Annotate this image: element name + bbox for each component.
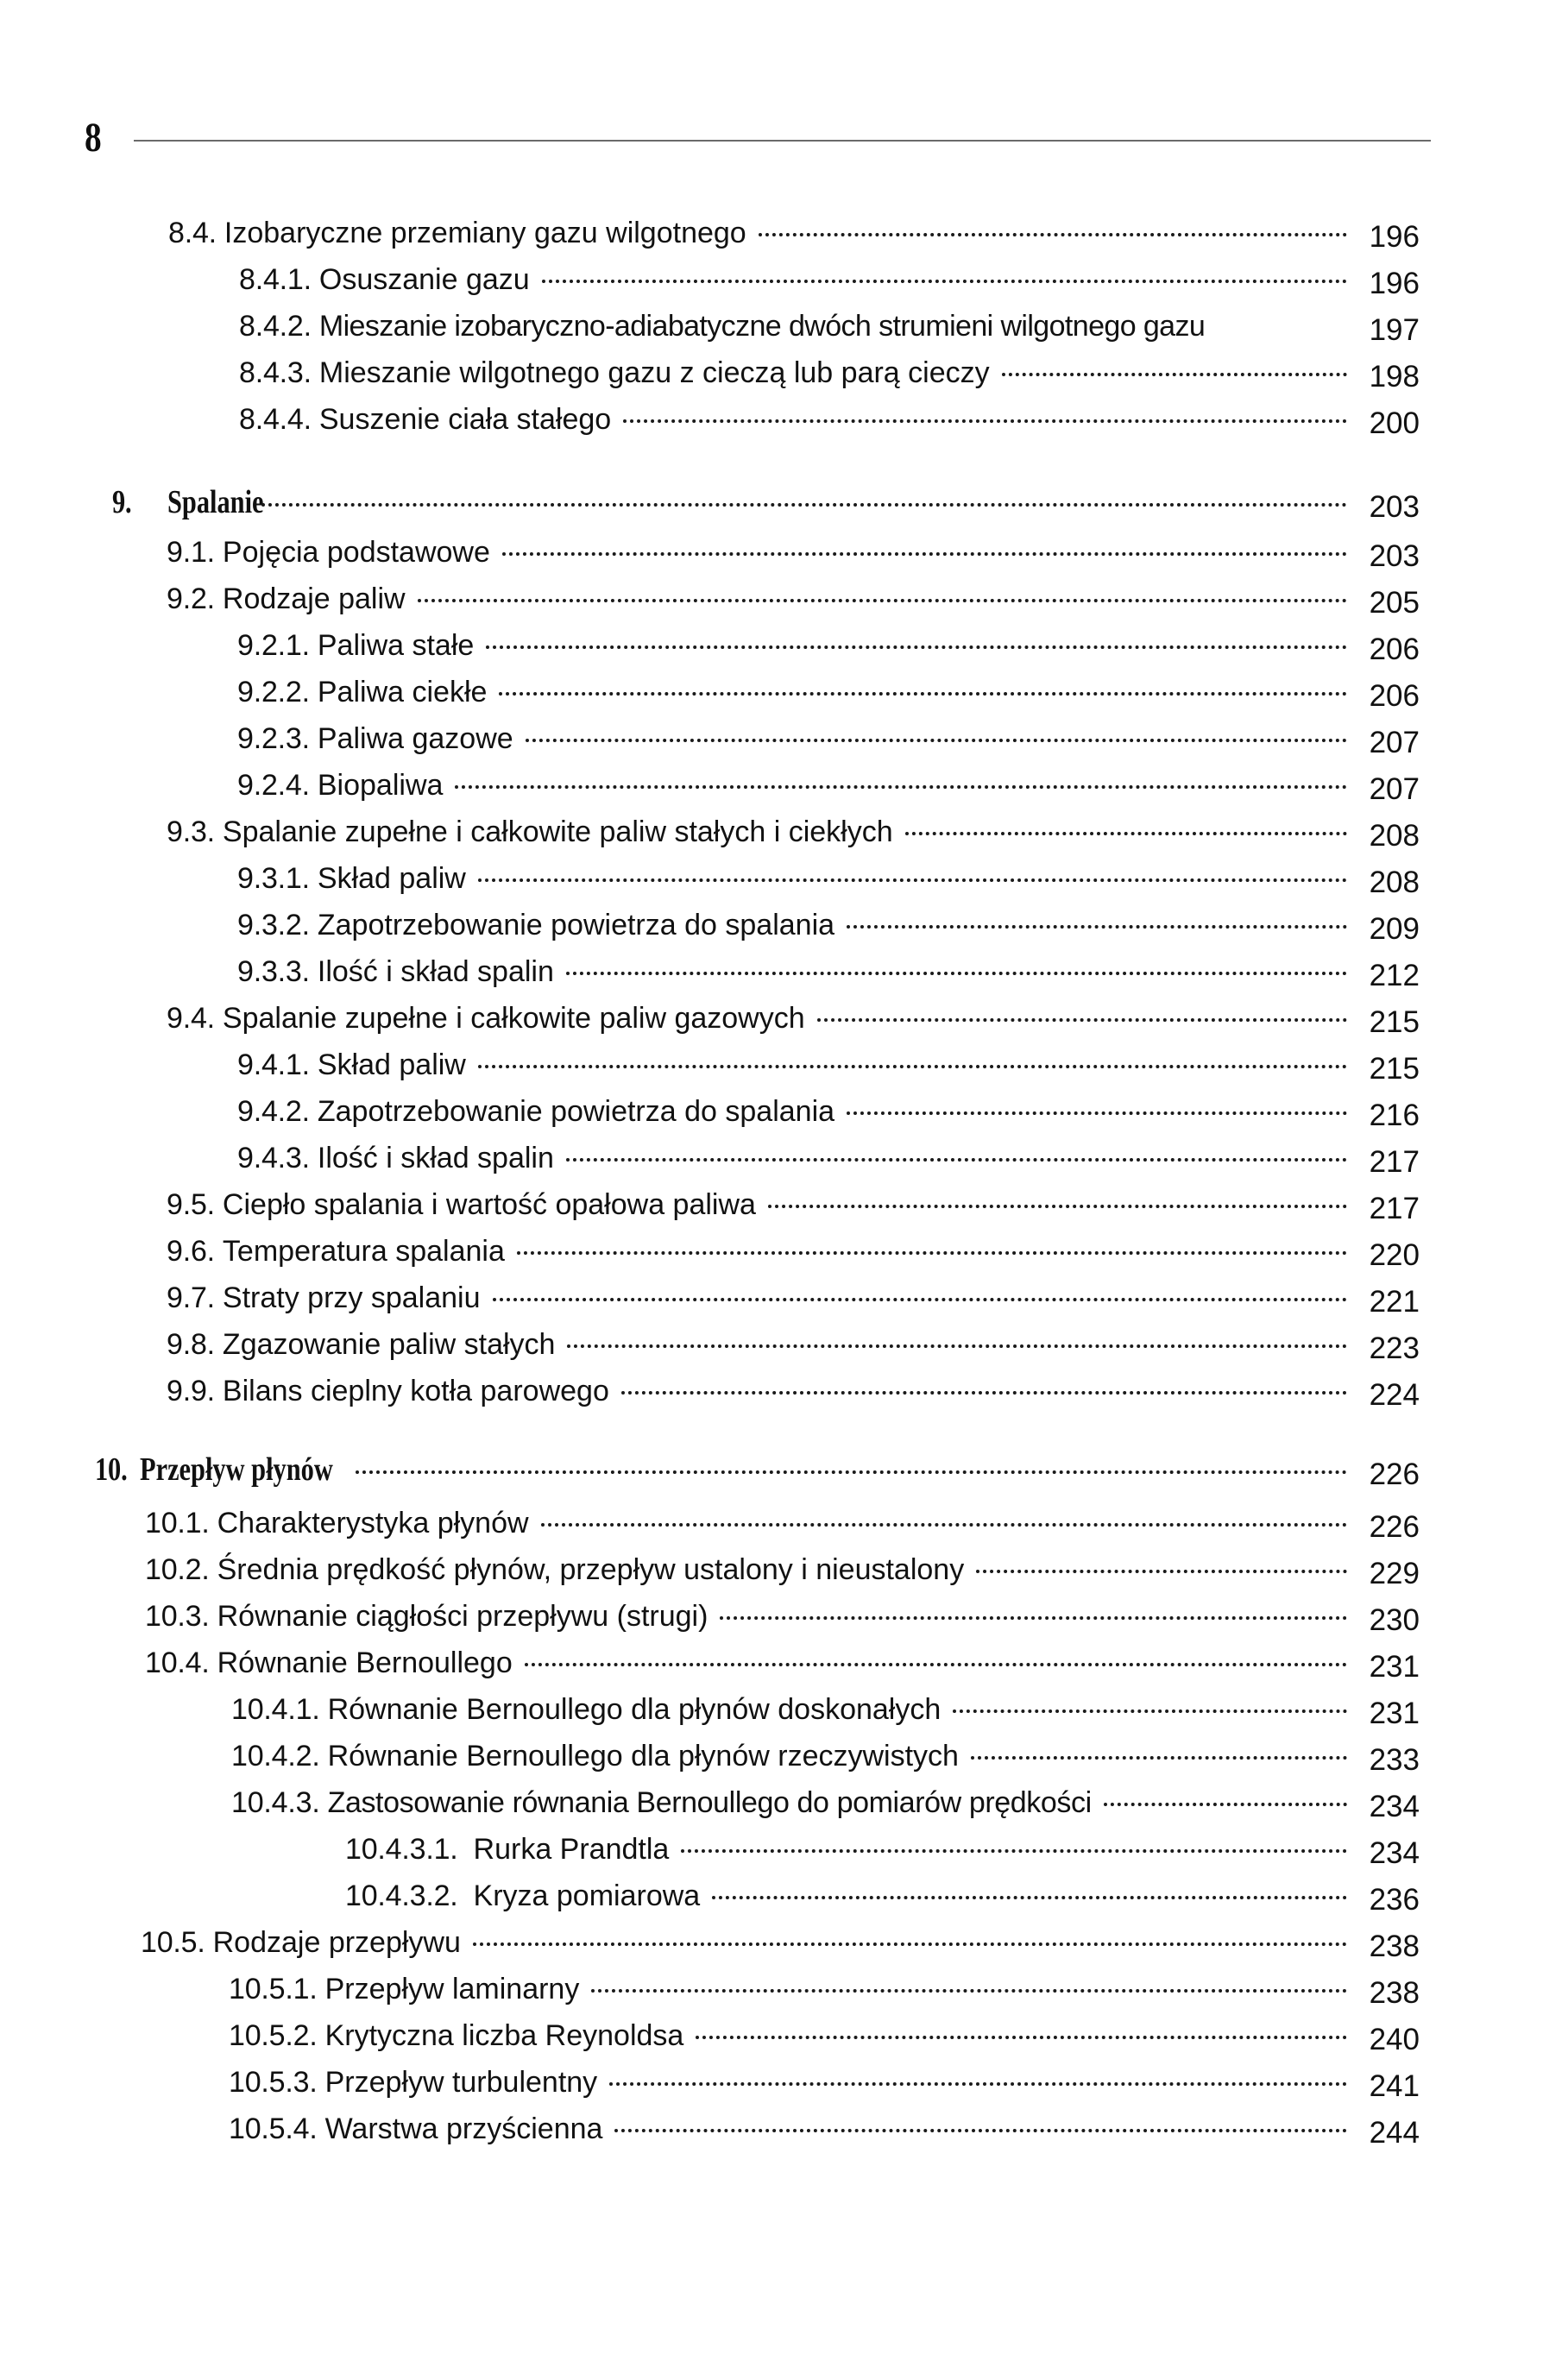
page-number: 8	[85, 115, 102, 161]
entry-number: 9.3.3.	[237, 955, 310, 988]
entry-title: Warstwa przyścienna	[324, 2112, 603, 2145]
toc-entry-10-5-4[interactable]	[229, 2106, 1420, 2152]
toc-entry-10-5-1[interactable]	[229, 1966, 1420, 2012]
entry-number: 10.5.1.	[229, 1973, 318, 2005]
entry-page: 207	[1369, 726, 1420, 759]
entry-title: Bilans cieplny kotła parowego	[222, 1375, 609, 1407]
entry-page: 241	[1369, 2069, 1420, 2103]
entry-title: Zapotrzebowanie powietrza do spalania	[317, 1095, 835, 1128]
dot-leader	[712, 1896, 1347, 1899]
dot-leader	[609, 2082, 1347, 2086]
entry-title: Mieszanie izobaryczno-adiabatyczne dwóch strumieni wilgotnego gazu	[318, 310, 1206, 343]
toc-entry-9-4-2[interactable]	[237, 1088, 1420, 1135]
dot-leader	[953, 1709, 1347, 1713]
entry-number: 9.5.	[167, 1188, 215, 1221]
dot-leader	[905, 832, 1347, 835]
entry-title: Spalanie zupełne i całkowite paliw stałych i ciekłych	[222, 815, 893, 848]
entry-page: 196	[1369, 220, 1420, 254]
entry-title: Paliwa stałe	[317, 629, 475, 662]
entry-title: Ciepło spalania i wartość opałowa paliwa	[222, 1188, 756, 1221]
dot-leader	[817, 1018, 1347, 1022]
entry-title: Rodzaje przepływu	[212, 1926, 461, 1959]
entry-number: 9.2.4.	[237, 769, 310, 802]
entry-page: 217	[1369, 1192, 1420, 1225]
entry-title: Biopaliwa	[317, 769, 444, 802]
toc-entry-9-4-1[interactable]	[237, 1042, 1420, 1088]
entry-title: Równanie ciągłości przepływu (strugi)	[217, 1600, 709, 1633]
dot-leader	[623, 419, 1347, 423]
toc-entry-8-4-2[interactable]	[239, 303, 1420, 349]
entry-title: Temperatura spalania	[222, 1235, 505, 1268]
toc-entry-10-4-3-2[interactable]	[345, 1873, 1420, 1919]
entry-title: Spalanie zupełne i całkowite paliw gazowych	[222, 1002, 805, 1035]
dot-leader	[478, 878, 1347, 882]
entry-number: 9.8.	[167, 1328, 215, 1361]
chapter-title: Spalanie	[167, 484, 264, 520]
entry-page: 209	[1369, 912, 1420, 946]
dot-leader	[526, 739, 1347, 742]
entry-number: 9.2.1.	[237, 629, 310, 662]
entry-title: Zapotrzebowanie powietrza do spalania	[317, 909, 835, 941]
entry-title: Paliwa ciekłe	[317, 676, 488, 708]
dot-leader	[478, 1065, 1347, 1068]
entry-page: 223	[1369, 1332, 1420, 1365]
entry-page: 203	[1369, 490, 1420, 524]
toc-entry-10-2[interactable]	[145, 1546, 1420, 1593]
toc-entry-9-2-4[interactable]	[237, 762, 1420, 809]
dot-leader	[418, 599, 1347, 602]
entry-page: 224	[1369, 1378, 1420, 1412]
entry-number: 9.3.	[167, 815, 215, 848]
toc-entry-10-1[interactable]	[145, 1500, 1420, 1546]
entry-number: 10.2.	[145, 1553, 210, 1586]
entry-title: Krytyczna liczba Reynoldsa	[324, 2019, 684, 2052]
entry-page: 215	[1369, 1005, 1420, 1039]
entry-page: 234	[1369, 1836, 1420, 1870]
entry-number: 9.4.3.	[237, 1142, 310, 1174]
entry-number: 10.4.3.	[231, 1786, 320, 1819]
entry-number: 9.2.2.	[237, 676, 310, 708]
entry-number: 9.9.	[167, 1375, 215, 1407]
entry-number: 10.4.	[145, 1646, 210, 1679]
entry-title: Izobaryczne przemiany gazu wilgotnego	[224, 217, 746, 249]
entry-number: 10.3.	[145, 1600, 210, 1633]
dot-leader	[499, 692, 1347, 696]
dot-leader	[517, 1251, 1347, 1255]
dot-leader	[567, 1344, 1347, 1348]
toc-chapter-10[interactable]	[95, 1446, 1420, 1493]
entry-title: Mieszanie wilgotnego gazu z cieczą lub parą cieczy	[318, 356, 990, 389]
entry-number: 9.1.	[167, 536, 215, 569]
entry-page: 231	[1369, 1697, 1420, 1730]
entry-number: 8.4.2.	[239, 310, 312, 343]
entry-title: Straty przy spalaniu	[222, 1281, 481, 1314]
entry-title: Skład paliw	[317, 862, 466, 895]
chapter-title: Przepływ płynów	[140, 1451, 333, 1488]
entry-number: 10.5.3.	[229, 2066, 318, 2099]
toc-entry-10-4-2[interactable]	[231, 1733, 1420, 1779]
entry-number: 10.4.2.	[231, 1740, 320, 1772]
toc-entry-10-3[interactable]	[145, 1593, 1420, 1640]
dot-leader	[971, 1756, 1347, 1760]
toc-entry-9-3-1[interactable]	[237, 855, 1420, 902]
toc-entry-10-4[interactable]	[145, 1640, 1420, 1686]
entry-page: 216	[1369, 1099, 1420, 1132]
dot-leader	[591, 1989, 1347, 1993]
entry-number: 8.4.1.	[239, 263, 312, 296]
entry-number: 9.4.1.	[237, 1048, 310, 1081]
entry-page: 230	[1369, 1603, 1420, 1637]
dot-leader	[455, 785, 1347, 789]
toc-entry-8-4-1[interactable]	[239, 256, 1420, 303]
entry-page: 206	[1369, 679, 1420, 713]
dot-leader	[1104, 1803, 1347, 1806]
entry-title: Paliwa gazowe	[317, 722, 513, 755]
dot-leader	[847, 925, 1347, 929]
entry-page: 205	[1369, 586, 1420, 620]
toc-entry-10-5[interactable]	[141, 1919, 1420, 1966]
entry-number: 9.7.	[167, 1281, 215, 1314]
dot-leader	[1002, 373, 1347, 376]
dot-leader	[566, 972, 1347, 975]
entry-page: 206	[1369, 633, 1420, 666]
entry-page: 238	[1369, 1930, 1420, 1963]
dot-leader	[261, 503, 1347, 507]
entry-title: Przepływ laminarny	[324, 1973, 580, 2005]
toc-entry-10-4-1[interactable]	[231, 1686, 1420, 1733]
entry-page: 244	[1369, 2116, 1420, 2150]
toc-entry-10-4-3[interactable]	[231, 1779, 1420, 1826]
entry-number: 9.4.	[167, 1002, 215, 1035]
entry-title: Suszenie ciała stałego	[318, 403, 612, 436]
entry-number: 8.4.4.	[239, 403, 312, 436]
toc-entry-9-2-1[interactable]	[237, 622, 1420, 669]
entry-page: 233	[1369, 1743, 1420, 1777]
entry-page: 217	[1369, 1145, 1420, 1179]
entry-page: 220	[1369, 1238, 1420, 1272]
entry-page: 203	[1369, 539, 1420, 573]
toc-entry-8-4[interactable]	[168, 210, 1420, 256]
toc-entry-9-3-2[interactable]	[237, 902, 1420, 948]
toc-entry-8-4-4[interactable]	[239, 396, 1420, 443]
dot-leader	[621, 1391, 1347, 1395]
entry-number: 9.2.	[167, 582, 215, 615]
entry-number: 8.4.3.	[239, 356, 312, 389]
entry-page: 215	[1369, 1052, 1420, 1086]
entry-page: 236	[1369, 1883, 1420, 1917]
entry-title: Ilość i skład spalin	[317, 1142, 554, 1174]
toc-entry-9-3-3[interactable]	[237, 948, 1420, 995]
dot-leader	[614, 2129, 1347, 2132]
entry-number: 10.5.4.	[229, 2112, 318, 2145]
entry-title: Skład paliw	[317, 1048, 466, 1081]
dot-leader	[525, 1663, 1347, 1666]
entry-title: Rodzaje paliw	[222, 582, 406, 615]
entry-number: 8.4.	[168, 217, 217, 249]
dot-leader	[720, 1616, 1347, 1620]
dot-leader	[696, 2036, 1347, 2039]
entry-title: Kryza pomiarowa	[473, 1879, 701, 1912]
entry-page: 200	[1369, 406, 1420, 440]
entry-page: 198	[1369, 360, 1420, 394]
entry-number: 9.2.3.	[237, 722, 310, 755]
entry-title: Zastosowanie równania Bernoullego do pomiarów prędkości	[327, 1786, 1092, 1819]
toc-entry-10-4-3-1[interactable]	[345, 1826, 1420, 1873]
entry-title: Osuszanie gazu	[318, 263, 530, 296]
toc-entry-9-1[interactable]	[167, 529, 1420, 576]
entry-number: 9.4.2.	[237, 1095, 310, 1128]
dot-leader	[847, 1111, 1347, 1115]
entry-title: Przepływ turbulentny	[324, 2066, 598, 2099]
entry-page: 226	[1369, 1510, 1420, 1544]
entry-title: Średnia prędkość płynów, przepływ ustalony i nieustalony	[217, 1553, 965, 1586]
dot-leader	[473, 1942, 1347, 1946]
dot-leader	[768, 1205, 1347, 1208]
dot-leader	[502, 552, 1347, 556]
toc-entry-9-2[interactable]	[167, 576, 1420, 622]
entry-number: 10.5.2.	[229, 2019, 318, 2052]
entry-page: 226	[1369, 1458, 1420, 1491]
entry-page: 238	[1369, 1976, 1420, 2010]
entry-title: Ilość i skład spalin	[317, 955, 554, 988]
toc-entry-9-2-2[interactable]	[237, 669, 1420, 715]
dot-leader	[541, 1523, 1347, 1527]
toc-entry-10-5-3[interactable]	[229, 2059, 1420, 2106]
entry-number: 10.4.3.2.	[345, 1879, 458, 1912]
entry-title: Równanie Bernoullego dla płynów doskonałych	[327, 1693, 942, 1726]
entry-page: 212	[1369, 959, 1420, 992]
dot-leader	[486, 645, 1347, 649]
toc-entry-9-4-3[interactable]	[237, 1135, 1420, 1181]
toc-entry-8-4-3[interactable]	[239, 349, 1420, 396]
dot-leader	[542, 280, 1347, 283]
entry-page: 196	[1369, 267, 1420, 300]
entry-page: 197	[1369, 313, 1420, 347]
toc-entry-9-5[interactable]	[167, 1181, 1420, 1228]
entry-title: Zgazowanie paliw stałych	[222, 1328, 556, 1361]
entry-title: Rurka Prandtla	[473, 1833, 670, 1866]
entry-page: 207	[1369, 772, 1420, 806]
entry-page: 208	[1369, 866, 1420, 899]
toc-entry-10-5-2[interactable]	[229, 2012, 1420, 2059]
entry-page: 231	[1369, 1650, 1420, 1684]
entry-number: 9.3.2.	[237, 909, 310, 941]
dot-leader	[493, 1298, 1347, 1301]
toc-entry-9-2-3[interactable]	[237, 715, 1420, 762]
entry-title: Pojęcia podstawowe	[222, 536, 490, 569]
dot-leader	[566, 1158, 1347, 1162]
toc-entry-9-8[interactable]	[167, 1321, 1420, 1368]
entry-number: 10.1.	[145, 1507, 210, 1539]
toc-entry-9-6[interactable]	[167, 1228, 1420, 1275]
entry-title: Równanie Bernoullego	[217, 1646, 513, 1679]
toc-entry-9-7[interactable]	[167, 1275, 1420, 1321]
entry-number: 9.3.1.	[237, 862, 310, 895]
dot-leader	[759, 233, 1347, 236]
dot-leader	[976, 1570, 1347, 1573]
entry-number: 10.5.	[141, 1926, 205, 1959]
dot-leader	[356, 1470, 1347, 1474]
entry-number: 9.6.	[167, 1235, 215, 1268]
entry-page: 208	[1369, 819, 1420, 853]
entry-page: 221	[1369, 1285, 1420, 1319]
dot-leader	[681, 1849, 1347, 1853]
entry-page: 229	[1369, 1557, 1420, 1590]
chapter-number: 10.	[95, 1451, 128, 1488]
toc-entry-9-9[interactable]	[167, 1368, 1420, 1414]
toc-entry-9-4[interactable]	[167, 995, 1420, 1042]
dot-leader	[1217, 326, 1347, 330]
entry-number: 10.4.1.	[231, 1693, 320, 1726]
toc-chapter-9[interactable]	[112, 479, 1420, 526]
entry-page: 240	[1369, 2023, 1420, 2056]
entry-number: 10.4.3.1.	[345, 1833, 458, 1866]
entry-title: Równanie Bernoullego dla płynów rzeczywistych	[327, 1740, 959, 1772]
entry-title: Charakterystyka płynów	[217, 1507, 529, 1539]
chapter-number: 9.	[112, 484, 132, 520]
toc-entry-9-3[interactable]	[167, 809, 1420, 855]
entry-page: 234	[1369, 1790, 1420, 1823]
